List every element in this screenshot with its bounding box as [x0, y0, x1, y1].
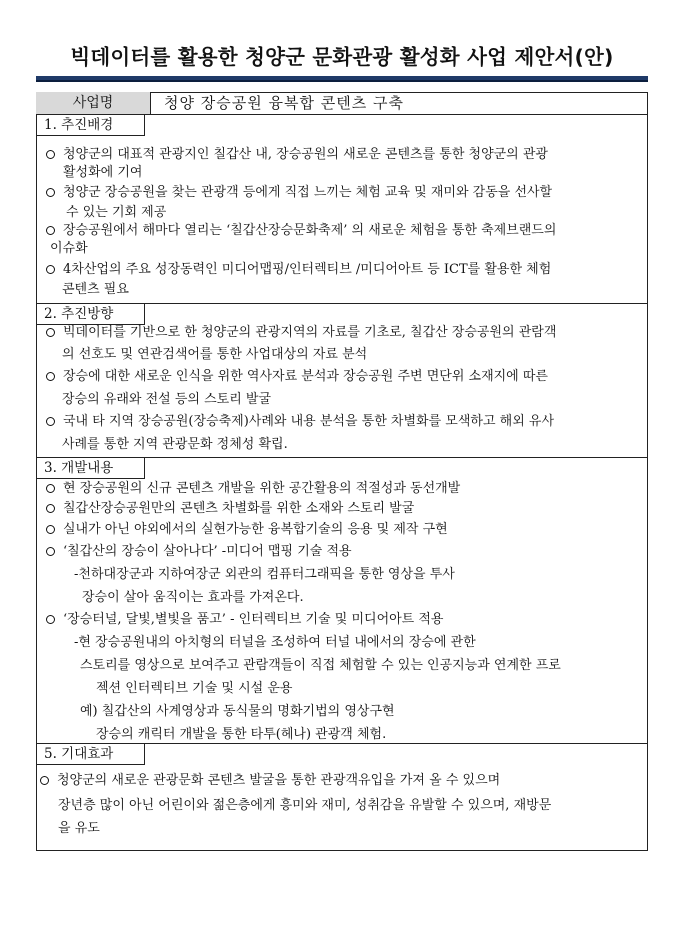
document-title: 빅데이터를 활용한 청양군 문화관광 활성화 사업 제안서(안) [70, 45, 614, 69]
direction-item-2-cont: 장승의 유래와 전설 등의 스토리 발굴 [62, 392, 272, 407]
direction-item-3-cont: 사례를 통한 지역 관광문화 정체성 확립. [62, 437, 288, 452]
direction-item-3: 국내 타 지역 장승공원(장승축제)사례와 내용 분석을 통한 차별화를 모색하고 해외 유사 [46, 413, 554, 431]
bullet-circle-icon [46, 547, 55, 556]
effect-item-1-cont-1: 장년층 많이 아닌 어린이와 젊은층에게 흥미와 재미, 성취감을 유발할 수 있으며, 재방문 [58, 798, 552, 813]
development-item-5-detail-2: 스토리를 영상으로 보여주고 관람객들이 직접 체험할 수 있는 인공지능과 연계한 프로 [80, 658, 561, 673]
section-heading-direction: 2. 추진방향 [36, 304, 145, 325]
bullet-circle-icon [46, 417, 55, 426]
development-item-5-detail-1: -현 장승공원내의 아치형의 터널을 조성하여 터널 내에서의 장승에 관한 [74, 635, 476, 650]
development-item-1: 현 장승공원의 신규 콘텐츠 개발을 위한 공간활용의 적절성과 동선개발 [46, 480, 460, 498]
bullet-circle-icon [46, 504, 55, 513]
development-item-5-detail-3: 젝션 인터렉티브 기술 및 시설 운용 [96, 681, 293, 696]
development-item-5-example-cont: 장승의 캐릭터 개발을 통한 타투(헤나) 관광객 체험. [96, 727, 387, 742]
bullet-circle-icon [46, 615, 55, 624]
bullet-circle-icon [46, 525, 55, 534]
title-underline-bar [36, 76, 648, 82]
background-item-2-cont: 수 있는 기회 제공 [66, 205, 167, 220]
development-item-4-detail-2: 장승이 살아 움직이는 효과를 가져온다. [82, 590, 304, 605]
background-item-2: 청양군 장승공원을 찾는 관광객 등에게 직접 느끼는 체험 교육 및 재미와 감동을 선사할 [46, 184, 552, 202]
background-item-3-cont: 이슈화 [50, 241, 88, 256]
bullet-circle-icon [46, 265, 55, 274]
direction-item-2: 장승에 대한 새로운 인식을 위한 역사자료 분석과 장승공원 주변 면단위 소재지에 따른 [46, 368, 548, 386]
development-item-2: 칠갑산장승공원만의 콘텐츠 차별화를 위한 소재와 스토리 발굴 [46, 500, 414, 518]
background-item-4: 4차산업의 주요 성장동력인 미디어맵핑/인터렉티브 /미디어아트 등 ICT를 활용한 체험 [46, 261, 551, 279]
section-heading-development: 3. 개발내용 [36, 458, 145, 479]
project-name: 청양 장승공원 융복합 콘텐츠 구축 [164, 94, 404, 112]
bullet-circle-icon [46, 484, 55, 493]
effect-item-1: 청양군의 새로운 관광문화 콘텐츠 발굴을 통한 관광객유입을 가져 올 수 있으며 [40, 772, 500, 790]
direction-item-1-cont: 의 선호도 및 연관검색어를 통한 사업대상의 자료 분석 [62, 347, 368, 362]
development-item-4: ‘칠갑산의 장승이 살아나다’ -미디어 맵핑 기술 적용 [46, 543, 352, 561]
effect-item-1-cont-2: 을 유도 [58, 821, 100, 836]
project-name-row [36, 92, 648, 115]
background-item-1-cont: 활성화에 기여 [63, 165, 143, 180]
direction-item-1: 빅데이터를 기반으로 한 청양군의 관광지역의 자료를 기초로, 칠갑산 장승공원의 관람객 [46, 324, 556, 342]
bullet-circle-icon [46, 150, 55, 159]
development-item-3: 실내가 아닌 야외에서의 실현가능한 융복합기술의 응용 및 제작 구현 [46, 521, 448, 539]
bullet-circle-icon [40, 776, 49, 785]
background-item-4-cont: 콘텐츠 필요 [62, 282, 129, 297]
development-item-5: ‘장승터널, 달빛,별빛을 품고’ - 인터렉티브 기술 및 미디어아트 적용 [46, 611, 444, 629]
bullet-circle-icon [46, 188, 55, 197]
bullet-circle-icon [46, 226, 55, 235]
development-item-4-detail-1: -천하대장군과 지하여장군 외관의 컴퓨터그래픽을 통한 영상을 투사 [74, 567, 455, 582]
bullet-circle-icon [46, 328, 55, 337]
section-heading-background: 1. 추진배경 [36, 115, 145, 136]
development-item-5-example: 예) 칠갑산의 사계영상과 동식물의 명화기법의 영상구현 [80, 704, 395, 719]
background-item-3: 장승공원에서 해마다 열리는 ‘칠갑산장승문화축제’ 의 새로운 체험을 통한 축제브랜드의 [46, 222, 556, 240]
project-label: 사업명 [36, 92, 151, 114]
section-heading-effect: 5. 기대효과 [36, 744, 145, 765]
bullet-circle-icon [46, 372, 55, 381]
background-item-1: 청양군의 대표적 관광지인 칠갑산 내, 장승공원의 새로운 콘텐츠를 통한 청양군의 관광 [46, 146, 548, 164]
